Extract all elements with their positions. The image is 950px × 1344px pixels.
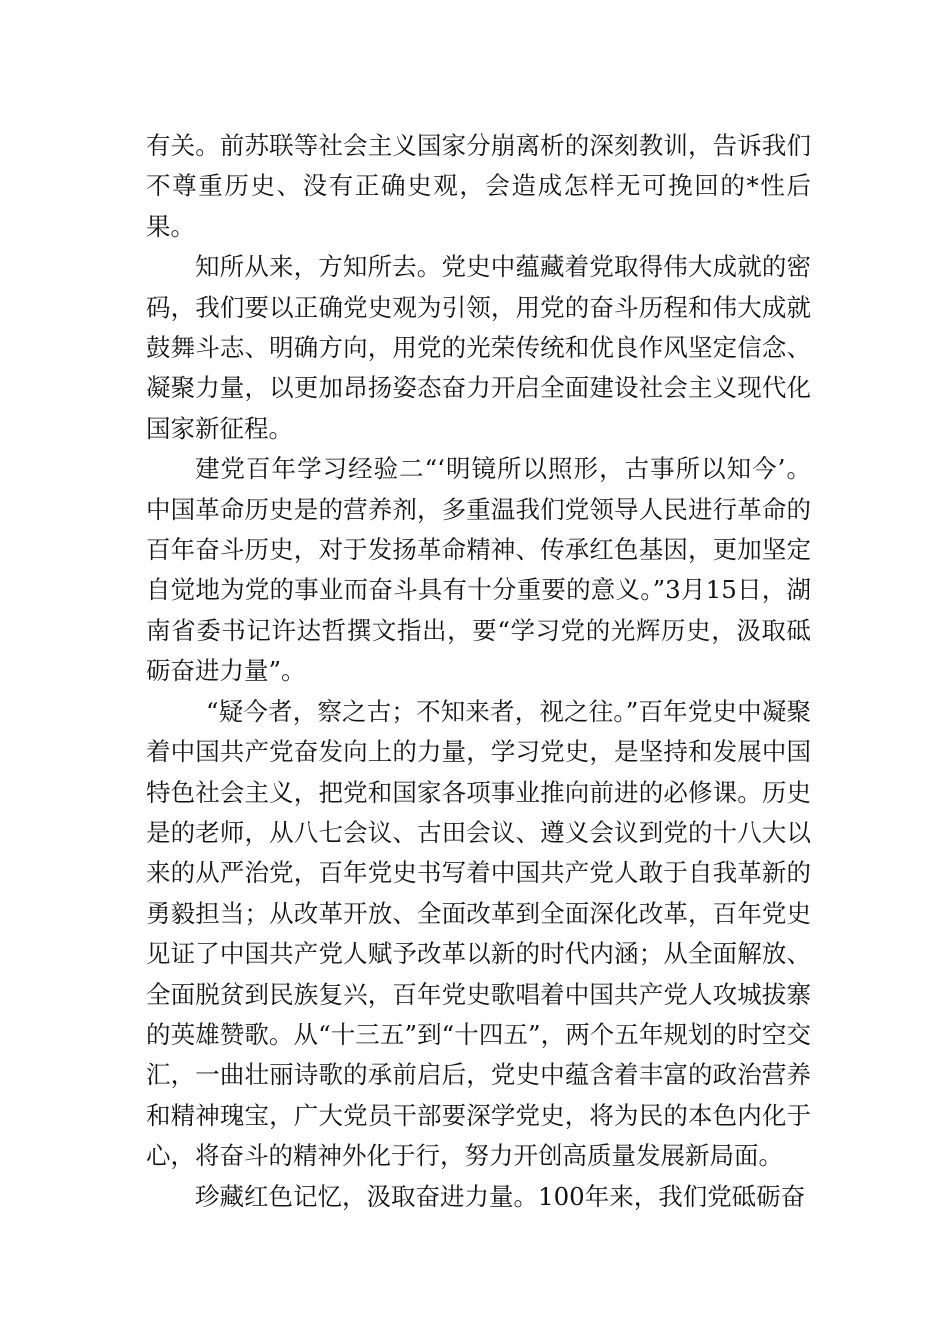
document-body (146, 126, 811, 1217)
paragraph: 知所从来，方知所去。党史中蕴藏着党取得伟大成就的密码，我们要以正确党史观为引领，用党的奋斗历程和伟大成就鼓舞斗志、明确方向，用党的光荣传统和优良作风坚定信念、凝聚力量，以更加昂扬姿态奋力开启全面建设社会主义现代化国家新征程。 (146, 252, 811, 443)
paragraph: “疑今者，察之古；不知来者，视之往。”百年党史中凝聚着中国共产党奋发向上的力量，学习党史，是坚持和发展中国特色社会主义，把党和国家各项事业推向前进的必修课。历史是的老师，从八七会议、古田会议、遵义会议到党的十八大以来的从严治党，百年党史书写着中国共产党人敢于自我革新的勇毅担当；从改革开放、全面改革到全面深化改革，百年党史见证了中国共产党人赋予改革以新的时代内涵；从全面解放、全面脱贫到民族复兴，百年党史歌唱着中国共产党人攻城拔寨的英雄赞歌。从“十三五”到“十四五”，两个五年规划的时空交汇，一曲壮丽诗歌的承前启后，党史中蕴含着丰富的政治营养和精神瑰宝，广大党员干部要深学党史，将为民的本色内化于心，将奋斗的精神外化于行，努力开创高质量发展新局面。 (146, 696, 811, 1171)
paragraph-truncated: 珍藏红色记忆，汲取奋进力量。100年来，我们党砥砺奋 (195, 1181, 806, 1211)
paragraph-continued: 有关。前苏联等社会主义国家分崩离析的深刻教训，告诉我们不尊重历史、没有正确史观，会造成怎样无可挽回的*性后果。 (146, 131, 811, 241)
paragraph: 建党百年学习经验二“‘明镜所以照形，古事所以知今’。中国革命历史是的营养剂，多重温我们党领导人民进行革命的百年奋斗历史，对于发扬革命精神、传承红色基因，更加坚定自觉地为党的事业而奋斗具有十分重要的意义。”3月15日，湖南省委书记许达哲撰文指出，要“学习党的光辉历史，汲取砥砺奋进力量”。 (146, 454, 811, 686)
